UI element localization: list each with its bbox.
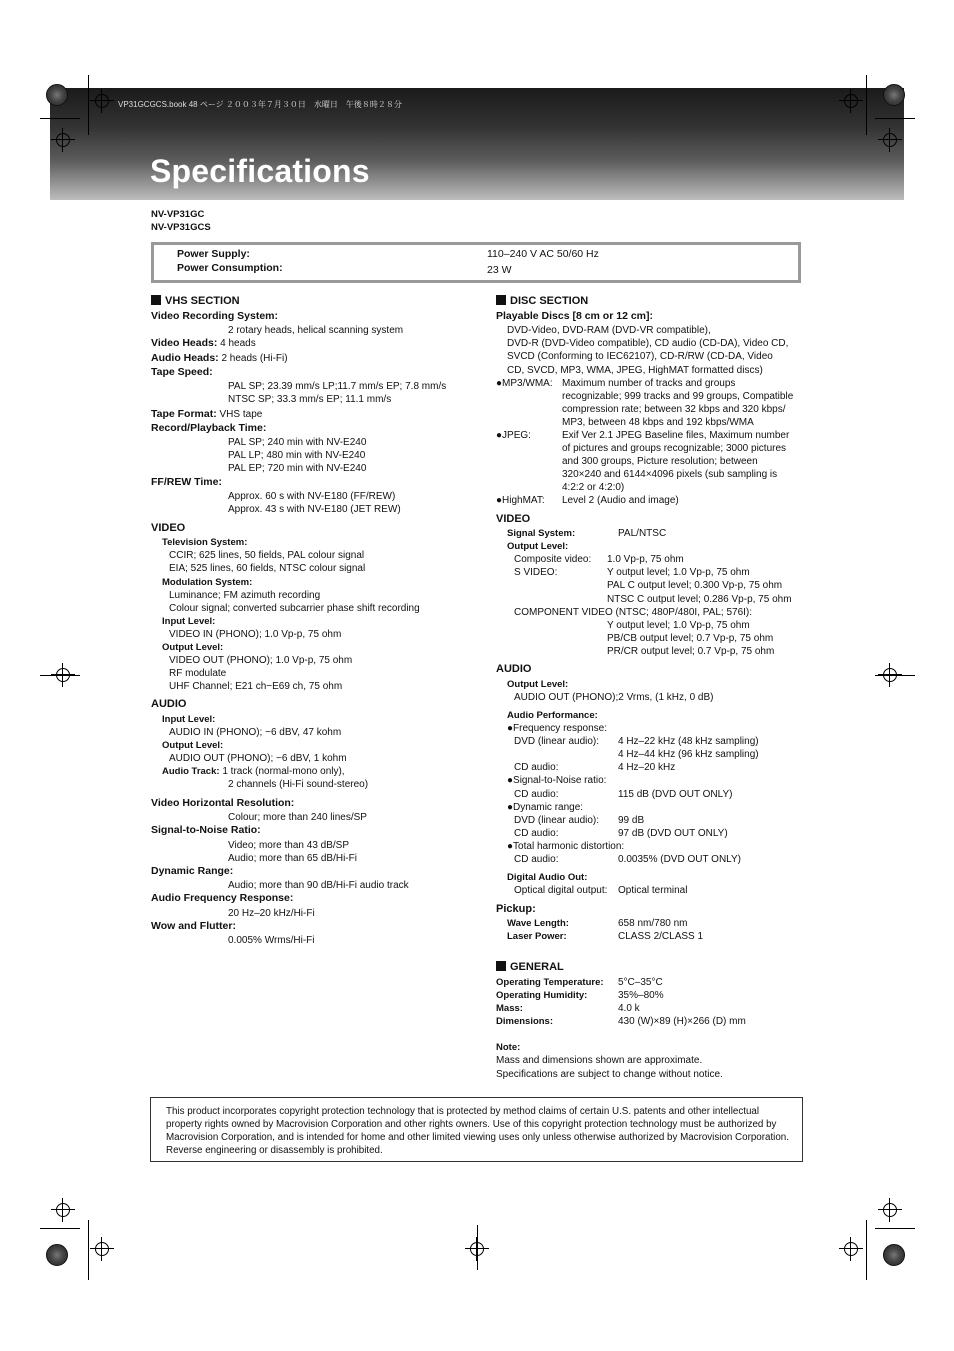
note-label: Note: — [496, 1042, 521, 1053]
spec-value: CD, SVCD, MP3, WMA, JPEG, HighMAT formatted discs) — [507, 365, 763, 376]
spec-value: PAL EP; 720 min with NV-E240 — [228, 463, 367, 474]
registration-mark-icon — [470, 1242, 484, 1256]
spec-value: Audio; more than 65 dB/Hi-Fi — [228, 853, 357, 864]
spec-label: ●Dynamic range: — [507, 802, 584, 813]
spec-value: Colour; more than 240 lines/SP — [228, 812, 367, 823]
registration-mark-icon — [883, 1203, 897, 1217]
spec-value: 5°C–35°C — [618, 977, 663, 988]
spec-value: 35%–80% — [618, 990, 664, 1001]
spec-value: Y output level; 1.0 Vp-p, 75 ohm — [607, 567, 750, 578]
spec-label: Tape Speed: — [151, 366, 213, 378]
spec-value: 0.005% Wrms/Hi-Fi — [228, 935, 315, 946]
spec-label: Composite video: — [514, 554, 592, 565]
power-consumption-value: 23 W — [487, 264, 512, 276]
spec-value: CCIR; 625 lines, 50 fields, PAL colour signal — [169, 550, 365, 561]
power-supply-label: Power Supply: — [177, 248, 250, 260]
spec-value: Exif Ver 2.1 JPEG Baseline files, Maximum number — [562, 430, 790, 441]
spec-label: Video Horizontal Resolution: — [151, 797, 295, 809]
spec-value: 97 dB (DVD OUT ONLY) — [618, 828, 728, 839]
section-square-icon — [496, 961, 506, 971]
spec-label: Output Level: — [162, 740, 224, 751]
section-square-icon — [151, 295, 161, 305]
model-number: NV-VP31GCS — [151, 222, 211, 233]
note-text: Mass and dimensions shown are approximate. — [496, 1055, 703, 1066]
spec-value: Video; more than 43 dB/SP — [228, 840, 350, 851]
spec-value: NTSC C output level; 0.286 Vp-p, 75 ohm — [607, 594, 792, 605]
registration-mark-icon — [844, 94, 858, 108]
spec-label: FF/REW Time: — [151, 476, 222, 488]
spec-value: 4 Hz–22 kHz (48 kHz sampling) — [618, 736, 759, 747]
spec-value: PAL SP; 23.39 mm/s LP;11.7 mm/s EP; 7.8 mm/s — [228, 381, 447, 392]
registration-mark-icon — [95, 1242, 109, 1256]
spec-value: UHF Channel; E21 ch−E69 ch, 75 ohm — [169, 681, 343, 692]
power-consumption-label: Power Consumption: — [177, 262, 283, 274]
spec-label: DVD (linear audio): — [514, 815, 600, 826]
spec-label: ●Total harmonic distortion: — [507, 841, 625, 852]
spec-label: ●Frequency response: — [507, 723, 607, 734]
spec-value: AUDIO OUT (PHONO);2 Vrms, (1 kHz, 0 dB) — [514, 692, 714, 703]
spec-value: VIDEO OUT (PHONO); 1.0 Vp-p, 75 ohm — [169, 655, 353, 666]
spec-value: 4:2:2 or 4:2:0) — [562, 482, 625, 493]
subsection-heading: VIDEO — [151, 522, 186, 534]
spec-value: 320×240 and 6144×4096 pixels (sub sampling is — [562, 469, 778, 480]
spec-label: ●MP3/WMA: — [496, 378, 553, 389]
book-info: VP31GCGCS.book 48 ページ ２００３年７月３０日 水曜日 午後８時２８分 — [118, 100, 402, 109]
spec-value: Approx. 60 s with NV-E180 (FF/REW) — [228, 491, 396, 502]
spec-label: Video Recording System: — [151, 310, 279, 322]
spec-value: 1.0 Vp-p, 75 ohm — [607, 554, 684, 565]
spec-label: Playable Discs [8 cm or 12 cm]: — [496, 310, 653, 322]
registration-mark-icon — [56, 668, 70, 682]
registration-ball-icon — [883, 1244, 905, 1266]
spec-value: MP3, between 48 kbps and 192 kbps/WMA — [562, 417, 754, 428]
spec-label: Audio Performance: — [507, 710, 598, 721]
subsection-heading: VIDEO — [496, 513, 531, 525]
spec-label: CD audio: — [514, 828, 559, 839]
vhs-section-heading: VHS SECTION — [151, 295, 240, 308]
spec-value: EIA; 525 lines, 60 fields, NTSC colour signal — [169, 563, 366, 574]
spec-value: PAL LP; 480 min with NV-E240 — [228, 450, 366, 461]
spec-label: Operating Humidity: — [496, 990, 588, 1001]
spec-value: Level 2 (Audio and image) — [562, 495, 679, 506]
spec-value: PAL C output level; 0.300 Vp-p, 75 ohm — [607, 580, 783, 591]
registration-mark-icon — [883, 133, 897, 147]
spec-label: Output Level: — [162, 642, 224, 653]
spec-value: 4.0 k — [618, 1003, 640, 1014]
spec-row: Video Heads: 4 heads — [151, 337, 256, 349]
general-section-heading: GENERAL — [496, 961, 564, 974]
spec-value: 115 dB (DVD OUT ONLY) — [618, 789, 733, 800]
spec-value: PAL/NTSC — [618, 528, 667, 539]
spec-label: CD audio: — [514, 762, 559, 773]
spec-value: 2 channels (Hi-Fi sound-stereo) — [228, 779, 369, 790]
subsection-heading: AUDIO — [496, 663, 532, 675]
registration-mark-icon — [844, 1242, 858, 1256]
spec-value: 99 dB — [618, 815, 645, 826]
spec-label: Signal System: — [507, 528, 576, 539]
spec-label: Dynamic Range: — [151, 865, 234, 877]
subsection-heading: Pickup: — [496, 903, 536, 915]
spec-value: CLASS 2/CLASS 1 — [618, 931, 704, 942]
spec-value: 4 Hz–20 kHz — [618, 762, 676, 773]
registration-mark-icon — [883, 668, 897, 682]
spec-label: CD audio: — [514, 789, 559, 800]
spec-label: Mass: — [496, 1003, 523, 1014]
model-number: NV-VP31GC — [151, 209, 205, 220]
page-title: Specifications — [150, 153, 370, 189]
spec-label: Input Level: — [162, 714, 216, 725]
spec-value: AUDIO IN (PHONO); −6 dBV, 47 kohm — [169, 727, 342, 738]
spec-label: Operating Temperature: — [496, 977, 604, 988]
spec-label: Laser Power: — [507, 931, 567, 942]
registration-ball-icon — [46, 84, 68, 106]
spec-value: Maximum number of tracks and groups — [562, 378, 736, 389]
section-square-icon — [496, 295, 506, 305]
spec-value: DVD-Video, DVD-RAM (DVD-VR compatible), — [507, 325, 711, 336]
spec-value: compression rate; between 32 kbps and 320 kbps/ — [562, 404, 786, 415]
spec-value: NTSC SP; 33.3 mm/s EP; 11.1 mm/s — [228, 394, 392, 405]
spec-value: RF modulate — [169, 668, 227, 679]
spec-label: Record/Playback Time: — [151, 422, 267, 434]
spec-value: SVCD (Conforming to IEC62107), CD-R/RW (CD-DA, Video — [507, 351, 773, 362]
spec-value: DVD-R (DVD-Video compatible), CD audio (CD-DA), Video CD, — [507, 338, 789, 349]
spec-label: Audio Frequency Response: — [151, 892, 294, 904]
spec-value: Audio; more than 90 dB/Hi-Fi audio track — [228, 880, 409, 891]
registration-mark-icon — [95, 94, 109, 108]
power-supply-value: 110–240 V AC 50/60 Hz — [487, 248, 599, 260]
copyright-notice-box — [150, 1097, 803, 1162]
spec-value: 0.0035% (DVD OUT ONLY) — [618, 854, 742, 865]
spec-value: 20 Hz–20 kHz/Hi-Fi — [228, 908, 315, 919]
spec-value: 2 rotary heads, helical scanning system — [228, 325, 404, 336]
spec-label: Television System: — [162, 537, 248, 548]
spec-value: 658 nm/780 nm — [618, 918, 688, 929]
spec-value: PR/CR output level; 0.7 Vp-p, 75 ohm — [607, 646, 775, 657]
spec-label: Wave Length: — [507, 918, 569, 929]
spec-value: of pictures and groups recognizable; 3000 pictures — [562, 443, 787, 454]
spec-label: ●Signal-to-Noise ratio: — [507, 775, 607, 786]
spec-value: PAL SP; 240 min with NV-E240 — [228, 437, 367, 448]
spec-label: Output Level: — [507, 679, 569, 690]
disc-section-heading: DISC SECTION — [496, 295, 588, 308]
spec-label: ●HighMAT: — [496, 495, 545, 506]
spec-label: Output Level: — [507, 541, 569, 552]
spec-label: Digital Audio Out: — [507, 872, 588, 883]
spec-label: Signal-to-Noise Ratio: — [151, 824, 261, 836]
spec-value: Y output level; 1.0 Vp-p, 75 ohm — [607, 620, 750, 631]
spec-value: AUDIO OUT (PHONO); −6 dBV, 1 kohm — [169, 753, 347, 764]
spec-label: DVD (linear audio): — [514, 736, 600, 747]
spec-row: Tape Format: VHS tape — [151, 408, 263, 420]
spec-value: 430 (W)×89 (H)×266 (D) mm — [618, 1016, 746, 1027]
registration-mark-icon — [56, 1203, 70, 1217]
registration-ball-icon — [883, 84, 905, 106]
spec-label: CD audio: — [514, 854, 559, 865]
spec-label: Input Level: — [162, 616, 216, 627]
spec-row: Audio Heads: 2 heads (Hi-Fi) — [151, 352, 288, 364]
spec-value: Optical terminal — [618, 885, 688, 896]
spec-value: Colour signal; converted subcarrier phase shift recording — [169, 603, 420, 614]
spec-value: VIDEO IN (PHONO); 1.0 Vp-p, 75 ohm — [169, 629, 342, 640]
note-text: Specifications are subject to change without notice. — [496, 1069, 723, 1080]
spec-value: 4 Hz–44 kHz (96 kHz sampling) — [618, 749, 759, 760]
spec-label: Optical digital output: — [514, 885, 608, 896]
spec-label: Modulation System: — [162, 577, 253, 588]
copyright-notice: This product incorporates copyright protection technology that is protected by method claims of certain U.S. patents and other intellectual property rights owned by Macrovision Corporation and other rights owners. Use of this copyright protection technology must be authorized by Macrovision Corporation, and is intended for home and other limited viewing uses only unless otherwise authorized by Macrovision Corporation. Reverse engineering or disassembly is prohibited. — [166, 1106, 789, 1156]
spec-value: Luminance; FM azimuth recording — [169, 590, 321, 601]
spec-value: and 300 groups, Picture resolution; between — [562, 456, 758, 467]
spec-value: recognizable; 999 tracks and 99 groups, Compatible — [562, 391, 794, 402]
registration-mark-icon — [56, 133, 70, 147]
spec-label: Dimensions: — [496, 1016, 554, 1027]
spec-label: S VIDEO: — [514, 567, 558, 578]
spec-label: Wow and Flutter: — [151, 920, 236, 932]
spec-row: Audio Track: 1 track (normal-mono only), — [162, 766, 345, 777]
spec-label: COMPONENT VIDEO (NTSC; 480P/480I, PAL; 576I): — [514, 607, 753, 618]
spec-label: ●JPEG: — [496, 430, 531, 441]
registration-ball-icon — [46, 1244, 68, 1266]
subsection-heading: AUDIO — [151, 698, 187, 710]
spec-value: PB/CB output level; 0.7 Vp-p, 75 ohm — [607, 633, 774, 644]
spec-value: Approx. 43 s with NV-E180 (JET REW) — [228, 504, 401, 515]
